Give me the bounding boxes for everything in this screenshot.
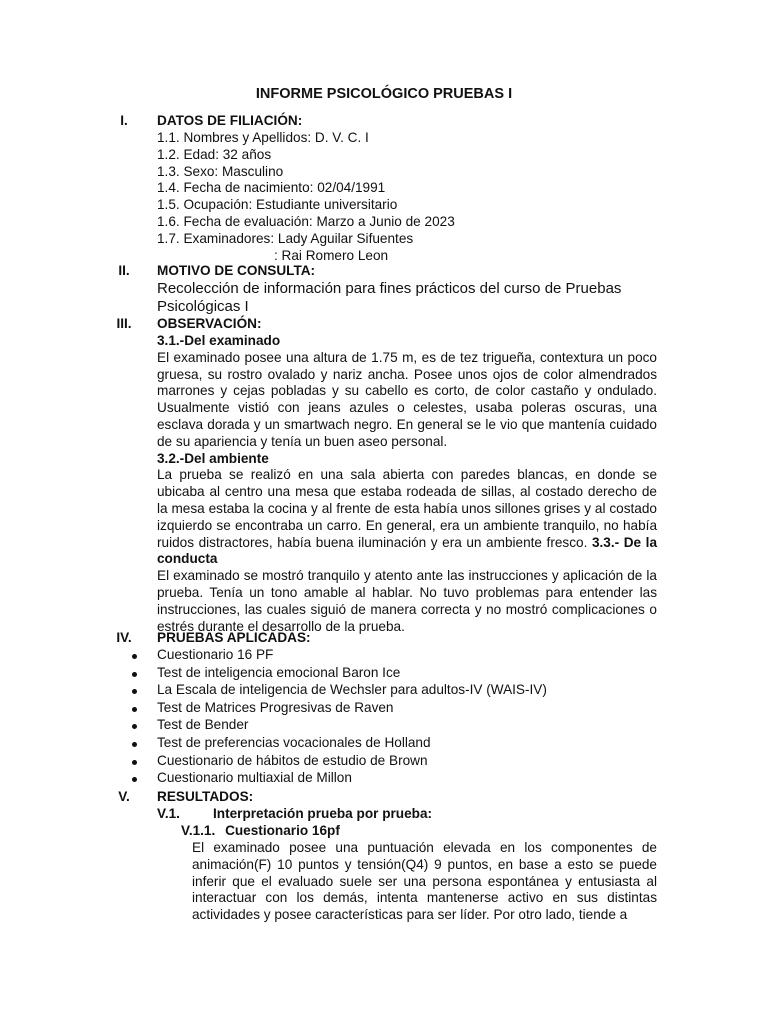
section-number: III. xyxy=(116,316,132,331)
field-ocupacion: 1.5. Ocupación: Estudiante universitario xyxy=(157,197,398,213)
section-number: II. xyxy=(118,263,130,278)
list-item: Test de preferencias vocacionales de Holland xyxy=(108,735,668,753)
field-edad: 1.2. Edad: 32 años xyxy=(157,146,272,162)
motivo-text: Recolección de información para fines prácticos del curso de Pruebas Psicológicas I xyxy=(157,280,622,315)
section-number: V. xyxy=(118,789,130,804)
section-title: RESULTADOS: xyxy=(157,789,254,804)
pruebas-list xyxy=(108,647,668,788)
list-item: Test de Matrices Progresivas de Raven xyxy=(108,700,668,718)
paragraph-ambiente: La prueba se realizó en una sala abierta con paredes blancas, en donde se ubicaba al centro una mesa que estaba rodeada de sillas, al costado derecho de la mesa estaba la cocina y al frente de esta había unos sillones grises y al costado izquierdo se encontraba un carro. En general, era un ambiente tranquilo, no había ruidos distractores, había buena iluminación y era un ambiente fresco. 3.3.- De la conducta xyxy=(157,467,658,567)
paragraph-conducta: El examinado se mostró tranquilo y atento ante las instrucciones y aplicación de la prueba. Tenía un tono amable al hablar. No tuvo problemas para entender las instrucciones, las cuales siguió de manera correcta y no mostró complicaciones o estrés durante el desarrollo de la prueba. xyxy=(157,568,657,634)
list-item: Test de inteligencia emocional Baron Ice xyxy=(108,665,668,683)
section-pruebas-aplicadas xyxy=(108,630,668,788)
field-examinador-2: : Rai Romero Leon xyxy=(274,247,389,263)
bullet-icon xyxy=(132,707,137,712)
bullet-icon xyxy=(132,724,137,729)
list-item: Cuestionario 16 PF xyxy=(108,647,668,665)
bullet-icon xyxy=(132,742,137,747)
paragraph-16pf: El examinado posee una puntuación elevada en los componentes de animación(F) 10 puntos y tensión(Q4) 9 puntos, en base a esto se puede inferir que el evaluado suele ser una persona espontánea y entusiasta al interactuar con los demás, intenta mantenerse activo en sus distintas actividades y posee características para ser líder. Por otro lado, tiende a xyxy=(192,840,657,923)
section-observacion xyxy=(108,316,668,635)
field-examinadores: 1.7. Examinadores: Lady Aguilar Sifuentes xyxy=(157,230,414,246)
paragraph-examinado: El examinado posee una altura de 1.75 m, es de tez trigueña, contextura un poco gruesa, su rostro ovalado y nariz ancha. Posee unos ojos de color almendrados marrones y cejas pobladas y su cabello es corto, de color castaño y ondulado. Usualmente vistió con jeans azules o celestes, usaba poleras oscuras, una esclava dorada y un smartwach negro. En general se le vio que mantenía cuidado de su apariencia y tenía un buen aseo personal. xyxy=(157,349,657,449)
bullet-icon xyxy=(132,777,137,782)
section-datos-filiacion xyxy=(108,113,668,264)
subsection-v11: V.1.1. Cuestionario 16pf xyxy=(181,823,340,838)
document-title: INFORME PSICOLÓGICO PRUEBAS I xyxy=(255,86,513,102)
subsection-v1: V.1. Interpretación prueba por prueba: xyxy=(157,806,433,821)
section-resultados xyxy=(108,789,668,924)
section-title: MOTIVO DE CONSULTA: xyxy=(157,263,316,278)
section-motivo-consulta xyxy=(108,263,668,315)
section-title: OBSERVACIÓN: xyxy=(157,316,262,331)
section-title: DATOS DE FILIACIÓN: xyxy=(157,113,303,128)
bullet-icon xyxy=(132,689,137,694)
list-item: La Escala de inteligencia de Wechsler para adultos-IV (WAIS-IV) xyxy=(108,682,668,700)
list-item: Test de Bender xyxy=(108,717,668,735)
section-number: I. xyxy=(120,113,128,128)
subsection-title: 3.2.-Del ambiente xyxy=(157,450,269,466)
bullet-icon xyxy=(132,760,137,765)
list-item: Cuestionario de hábitos de estudio de Brown xyxy=(108,753,668,771)
list-item: Cuestionario multiaxial de Millon xyxy=(108,770,668,788)
field-fecha-evaluacion: 1.6. Fecha de evaluación: Marzo a Junio de 2023 xyxy=(157,213,455,229)
section-title: PRUEBAS APLICADAS: xyxy=(157,630,311,645)
section-number: IV. xyxy=(116,630,132,645)
subsection-title: 3.3.- De la conducta xyxy=(157,534,658,567)
bullet-icon xyxy=(132,654,137,659)
subsection-title: 3.1.-Del examinado xyxy=(157,333,281,348)
bullet-icon xyxy=(132,672,137,677)
field-fecha-nacimiento: 1.4. Fecha de nacimiento: 02/04/1991 xyxy=(157,180,386,196)
field-nombres: 1.1. Nombres y Apellidos: D. V. C. I xyxy=(157,130,369,145)
field-sexo: 1.3. Sexo: Masculino xyxy=(157,163,284,179)
